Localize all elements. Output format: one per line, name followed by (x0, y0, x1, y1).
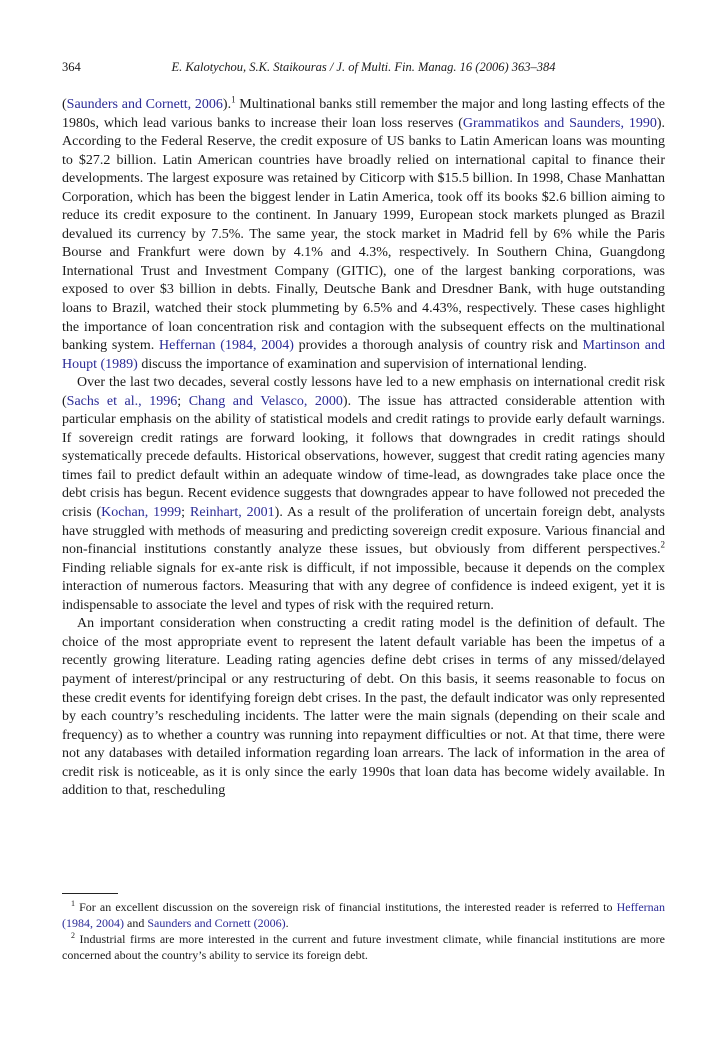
citation-link[interactable]: Reinhart, 2001 (190, 505, 275, 521)
text-run: ). (222, 97, 232, 112)
text-run: ). According to the Federal Reserve, the credit exposure of US banks to Latin American loans was mounting to $27.2 billion. Latin American countries have broadly relied on international capital to finance their developments. The largest exposure was retained by Citicorp with $15.5 billion. In 1998, Chase Manhattan Corporation, which has been the biggest lender in Latin America, took off its books $2.6 billion aiming to reduce its credit exposure to the continent. In January 1999, European stock markets plunged as Brazil devalued its currency by 7.5%. The same year, the stock market in Madrid fell by 6% while the Paris Bourse and Frankfurt were down by 4.1% and 4.3%, respectively. In Southern China, Guangdong International Trust and Investment Company (GITIC), one of the largest banking corporations, was exposed to over $3 billion in debts. Finally, Deutsche Bank and Dresdner Bank, with huge outstanding loans to Brazil, watched their stock plummeting by 6.5% and 4.43%, respectively. These cases highlight the importance of loan concentration risk and contagion with the subsequent effects on the multinational banking system. (62, 115, 665, 354)
citation-link[interactable]: Heffernan (1984, 2004) (62, 900, 665, 930)
paragraph (62, 374, 665, 615)
footnote (62, 900, 665, 932)
text-run: and (124, 915, 148, 930)
text-run: An important consideration when constructing a credit rating model is the definition of default. The choice of the most appropriate event to represent the latent default variable has been the impetus of a recently growing literature. Leading rating agencies define debt crises in terms of any missed/delayed payment of interest/principal or any restructuring of debt. On this basis, it seems reasonable to focus on these credit events for identifying foreign debt crises. In the past, the default indicator was only represented by each country’s rescheduling incidents. The latter were the main signals (depending on their scale and frequency) as to whether a country was running into repayment difficulties or not. At that time, there were not any databases with detailed information regarding loan arrears. The lack of information in the area of credit risk is noticeable, as it is only since the early 1990s that loan data has become widely available. In addition to that, rescheduling (62, 616, 665, 799)
text-run: ). As a result of the proliferation of uncertain foreign debt, analysts have struggled with methods of measuring and predicting sovereign credit exposure. Various financial and non-financial institutions constantly analyze these issues, but obviously from different perspectives. (62, 505, 665, 558)
text-run: Industrial firms are more interested in the current and future investment climate, while financial institutions are more concerned about the country’s ability to service its foreign debt. (62, 931, 665, 962)
text-run: ). The issue has attracted considerable attention with particular emphasis on the ability of statistical models and credit ratings to provide early default warnings. If sovereign credit ratings are forward looking, it follows that downgrades in credit ratings should systematically precede defaults. Historical observations, however, suggest that credit rating agencies many times fail to predict default within an adequate window of time-lead, as downgrades take place once the debt crisis has begun. Recent evidence suggests that downgrades appear to have followed not preceded the crisis ( (62, 393, 665, 521)
footnote-ref: 1 (231, 94, 236, 105)
citation-link[interactable]: Heffernan (1984, 2004) (159, 338, 294, 354)
footnote-separator (62, 893, 118, 894)
text-run: ; (181, 505, 191, 521)
text-run: . (285, 915, 289, 930)
footnote-marker: 1 (71, 899, 75, 908)
citation-link[interactable]: Saunders and Cornett, 2006 (66, 97, 223, 112)
citation-link[interactable]: Grammatikos and Saunders, 1990 (462, 115, 657, 131)
text-run: ; (177, 393, 189, 409)
footnote-area (62, 893, 665, 964)
running-title: E. Kalotychou, S.K. Staikouras / J. of Multi. Fin. Manag. 16 (2006) 363–384 (171, 60, 556, 74)
paragraph (62, 96, 665, 374)
text-run: Over the last two decades, several costly lessons have led to a new emphasis on international credit risk ( (62, 375, 665, 409)
text-run: Multinational banks still remember the major and long lasting effects of the 1980s, which lead various banks to increase their loan loss reserves ( (62, 97, 666, 131)
paragraph (62, 615, 665, 800)
article-body (62, 96, 665, 801)
text-run: Finding reliable signals for ex-ante risk is difficult, if not impossible, because it depends on the complex interaction of numerous factors. Measuring that with any degree of confidence is indeed exigent, yet it is indispensable to associate the level and types of risk with the required return. (62, 560, 665, 613)
running-head (62, 60, 665, 78)
footnote (62, 932, 665, 964)
text-run: discuss the importance of examination and supervision of international lending. (137, 356, 587, 372)
citation-link[interactable]: Chang and Velasco, 2000 (188, 393, 343, 409)
citation-link[interactable]: Sachs et al., 1996 (66, 393, 178, 409)
footnote-ref: 2 (660, 539, 665, 550)
citation-link[interactable]: Martinson and Houpt (1989) (62, 338, 666, 372)
page-number: 364 (62, 60, 81, 74)
footnote-marker: 2 (71, 930, 75, 940)
citation-link[interactable]: Kochan, 1999 (101, 505, 182, 521)
text-run: ( (62, 97, 67, 112)
citation-link[interactable]: Saunders and Cornett (2006) (147, 915, 286, 930)
text-run: provides a thorough analysis of country risk and (293, 338, 583, 354)
text-run: For an excellent discussion on the sovereign risk of financial institutions, the interested reader is referred to (75, 900, 617, 914)
footnote-list (62, 900, 665, 964)
